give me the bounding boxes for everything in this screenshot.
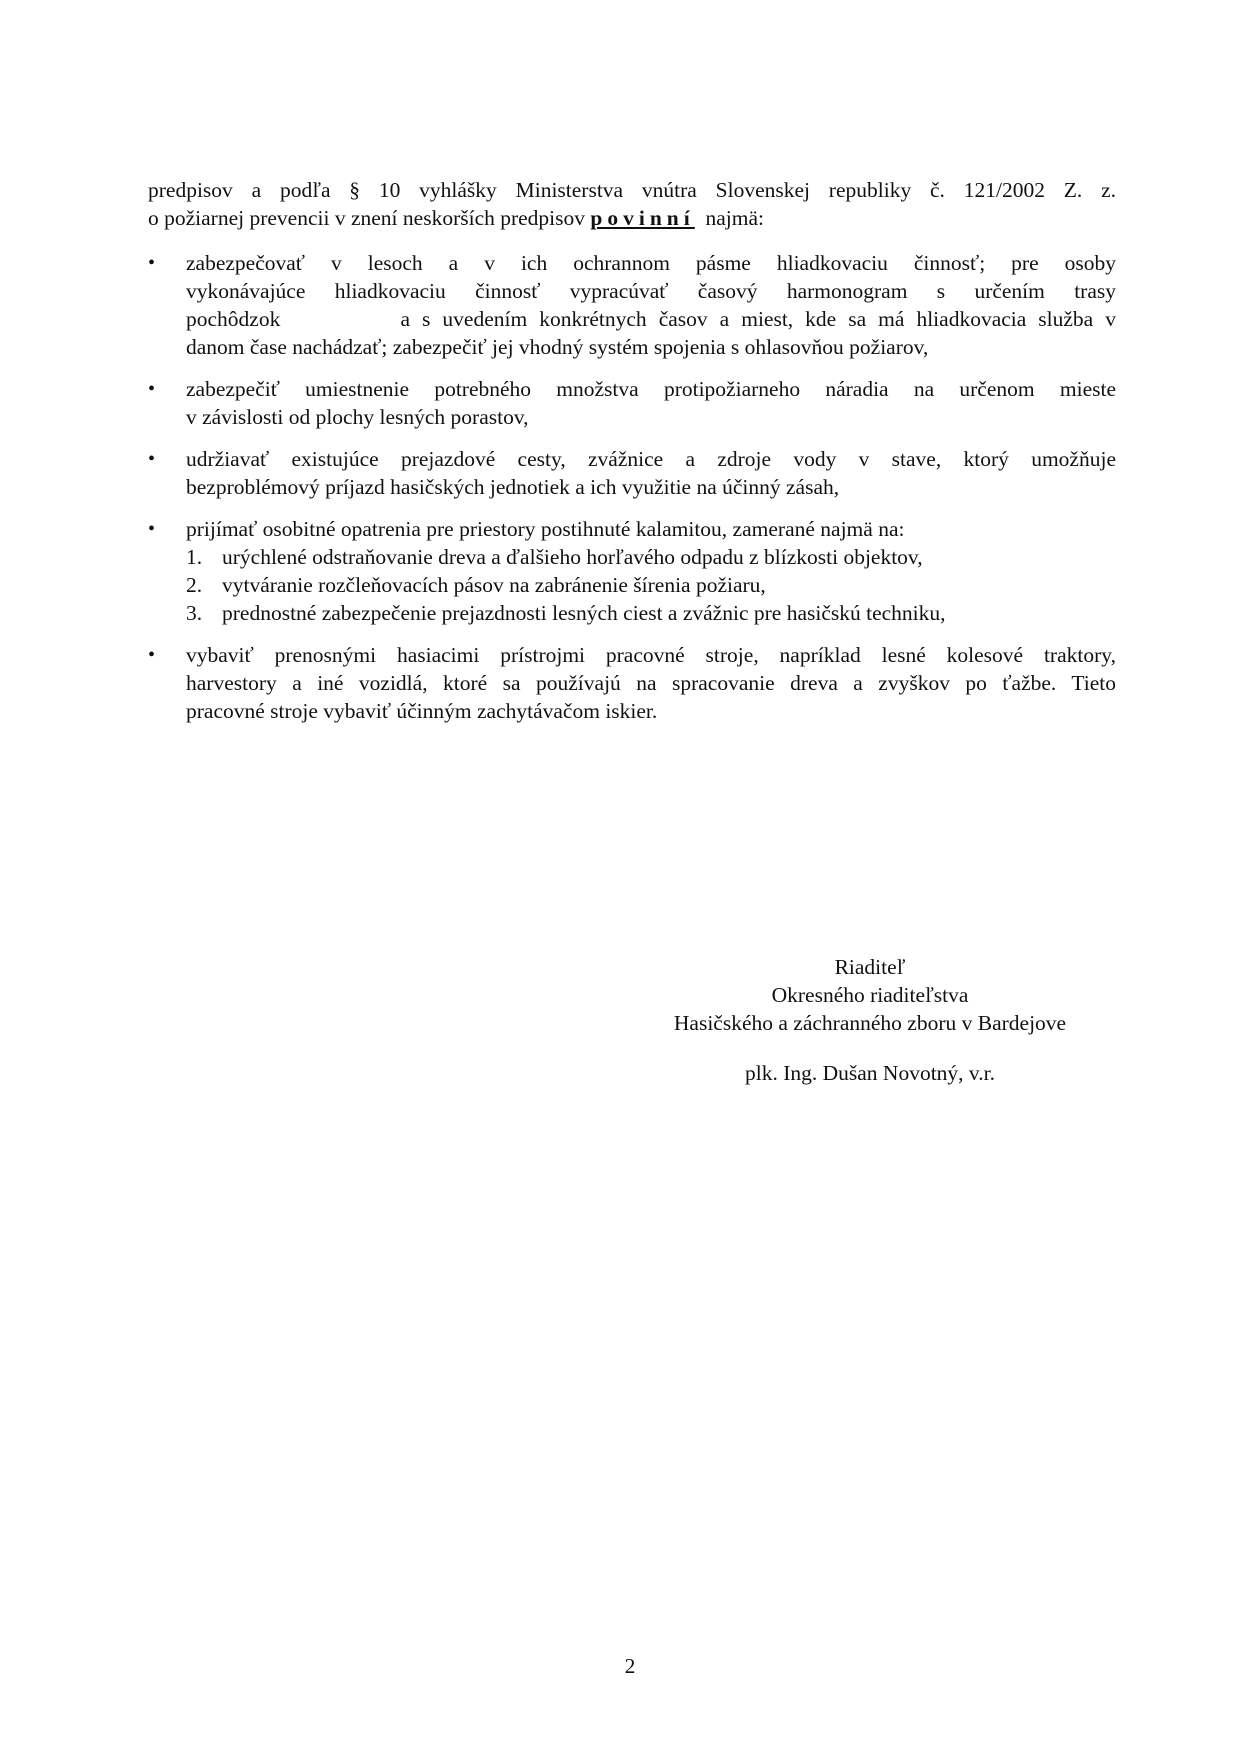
list-item-line: zabezpečiť umiestnenie potrebného množstva protipožiarneho náradia na určenom mieste xyxy=(186,377,1116,401)
intro-paragraph xyxy=(148,176,1116,232)
item-number: 3. xyxy=(186,601,203,625)
intro-line-2-tail: najmä: xyxy=(694,206,764,230)
bullet-icon: • xyxy=(148,378,156,400)
signatory-name: plk. Ing. Dušan Novotný, v.r. xyxy=(744,1061,996,1085)
intro-line-2-text: o požiarnej prevencii v znení neskorších predpisov xyxy=(148,206,591,230)
list-item-line: vybaviť prenosnými hasiacimi prístrojmi pracovné stroje, napríklad lesné kolesové traktory, xyxy=(186,643,1116,667)
list-item-line: zabezpečovať v lesoch a v ich ochrannom pásme hliadkovaciu činnosť; pre osoby xyxy=(186,251,1116,275)
list-item xyxy=(148,249,1116,361)
bullet-icon: • xyxy=(148,644,156,666)
list-item-line: pochôdzok a s uvedením konkrétnych časov a miest, kde sa má hliadkovacia služba v xyxy=(186,307,1116,331)
page-number: 2 xyxy=(624,1654,636,1678)
bullet-icon: • xyxy=(148,448,156,470)
item-number: 2. xyxy=(186,573,203,597)
list-item-line: pracovné stroje vybaviť účinným zachytávačom iskier. xyxy=(186,699,658,723)
item-text: vytváranie rozčleňovacích pásov na zabránenie šírenia požiaru, xyxy=(222,573,766,597)
list-item xyxy=(148,445,1116,501)
signatory-org-line-2: Hasičského a záchranného zboru v Bardejove xyxy=(673,1011,1067,1035)
intro-line-2 xyxy=(148,204,1116,232)
list-item-line: danom čase nachádzať; zabezpečiť jej vhodný systém spojenia s ohlasovňou požiarov, xyxy=(186,335,929,359)
numbered-sublist xyxy=(186,543,1116,627)
bullet-icon: • xyxy=(148,252,156,274)
signatory-org-line-1: Okresného riaditeľstva xyxy=(771,983,969,1007)
list-item xyxy=(148,375,1116,431)
signature-block xyxy=(620,953,1120,1087)
item-text: prednostné zabezpečenie prejazdnosti lesných ciest a zvážnic pre hasičskú techniku, xyxy=(222,601,946,625)
item-text: urýchlené odstraňovanie dreva a ďalšieho horľavého odpadu z blízkosti objektov, xyxy=(222,545,923,569)
signatory-title: Riaditeľ xyxy=(834,955,906,979)
numbered-item xyxy=(148,543,1116,571)
list-item-line: harvestory a iné vozidlá, ktoré sa používajú na spracovanie dreva a zvyškov po ťažbe. Tieto xyxy=(186,671,1116,695)
list-item-line: udržiavať existujúce prejazdové cesty, zvážnice a zdroje vody v stave, ktorý umožňuje xyxy=(186,447,1116,471)
bullet-icon: • xyxy=(148,518,156,540)
numbered-item xyxy=(148,571,1116,599)
numbered-item xyxy=(148,599,1116,627)
list-item-line: vykonávajúce hliadkovaciu činnosť vypracúvať časový harmonogram s určením trasy xyxy=(186,279,1116,303)
list-item xyxy=(148,641,1116,725)
list-item xyxy=(148,515,1116,627)
list-item-line: bezproblémový príjazd hasičských jednotiek a ich využitie na účinný zásah, xyxy=(186,475,840,499)
item-number: 1. xyxy=(186,545,203,569)
list-item-line: prijímať osobitné opatrenia pre priestory postihnuté kalamitou, zamerané najmä na: xyxy=(186,517,905,541)
intro-line-1: predpisov a podľa § 10 vyhlášky Ministerstva vnútra Slovenskej republiky č. 121/2002 Z. z. xyxy=(148,178,1116,202)
list-item-line: v závislosti od plochy lesných porastov, xyxy=(186,405,529,429)
obligations-list xyxy=(148,249,1116,739)
emphasis-povinni: povinní xyxy=(590,206,695,230)
